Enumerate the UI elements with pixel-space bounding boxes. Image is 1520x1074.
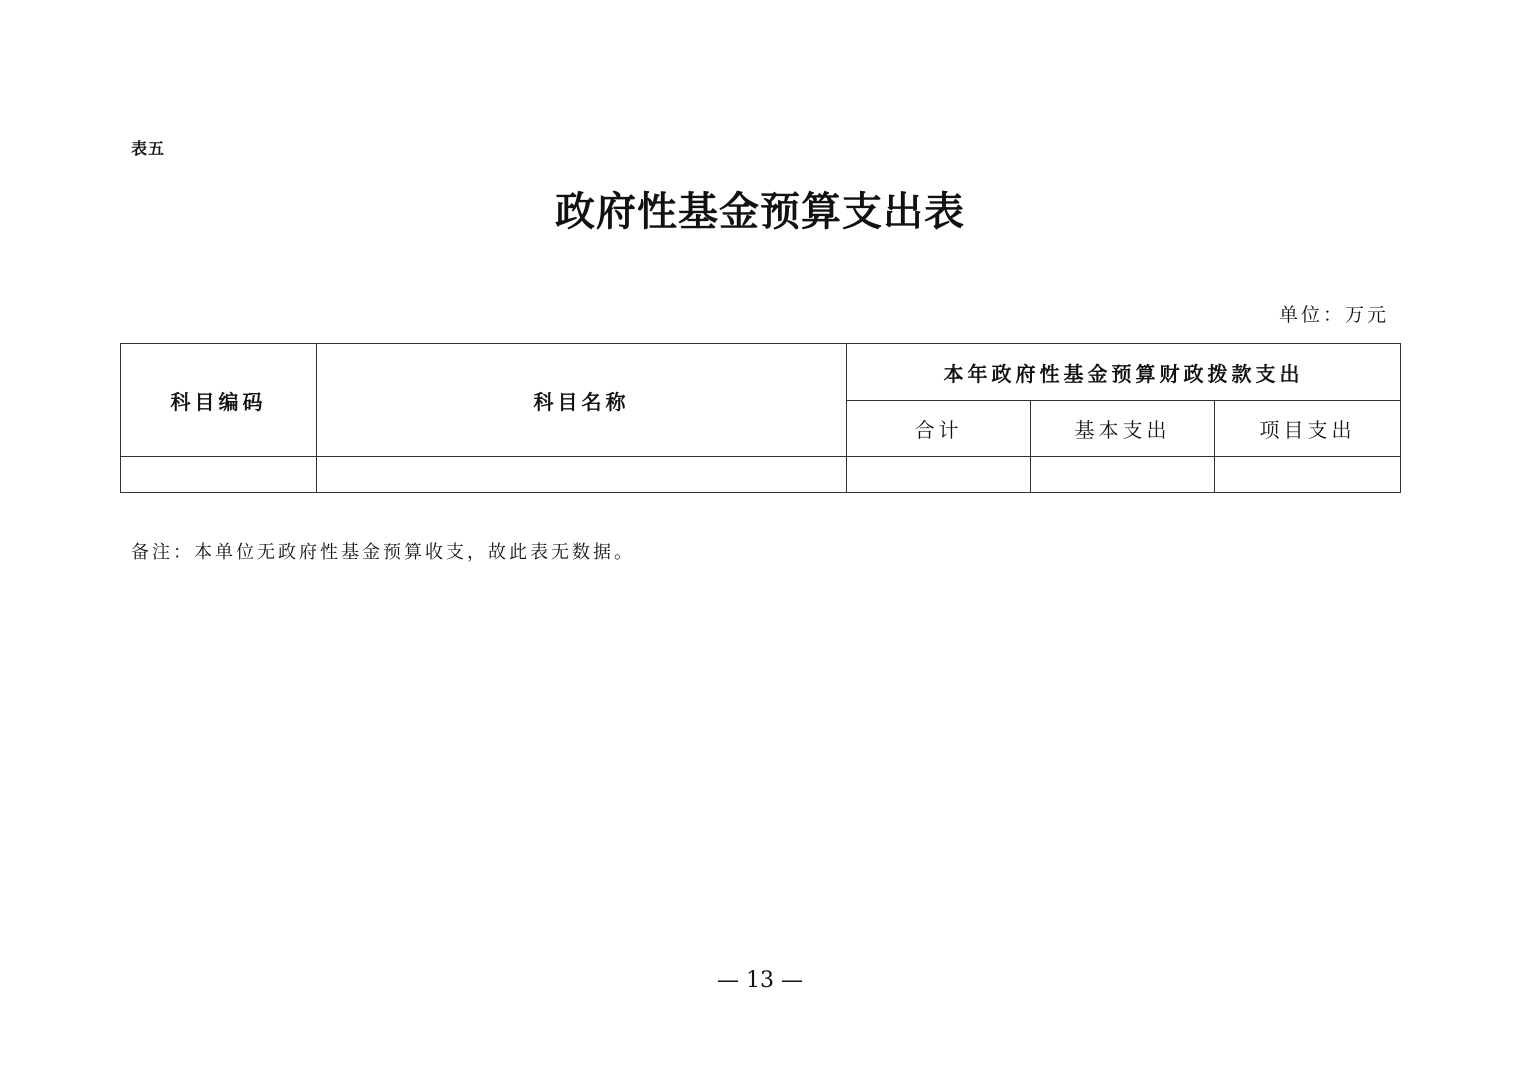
header-subject-name: 科目名称 [317, 344, 847, 457]
cell-code [121, 457, 317, 493]
header-basic-expenditure: 基本支出 [1031, 401, 1215, 457]
page-number: — 13 — [717, 968, 803, 993]
cell-project [1215, 457, 1401, 493]
header-subject-code: 科目编码 [121, 344, 317, 457]
cell-total [847, 457, 1031, 493]
budget-table [120, 343, 1401, 493]
page-title: 政府性基金预算支出表 [555, 188, 965, 235]
header-total: 合计 [847, 401, 1031, 457]
unit-label: 单位：万元 [1278, 304, 1389, 326]
header-row-1 [121, 344, 1401, 401]
table-label: 表五 [131, 139, 166, 158]
remark-note: 备注：本单位无政府性基金预算收支，故此表无数据。 [131, 542, 635, 563]
table-row [121, 457, 1401, 493]
cell-name [317, 457, 847, 493]
cell-basic [1031, 457, 1215, 493]
header-project-expenditure: 项目支出 [1215, 401, 1401, 457]
header-current-year-expenditure: 本年政府性基金预算财政拨款支出 [847, 344, 1401, 401]
